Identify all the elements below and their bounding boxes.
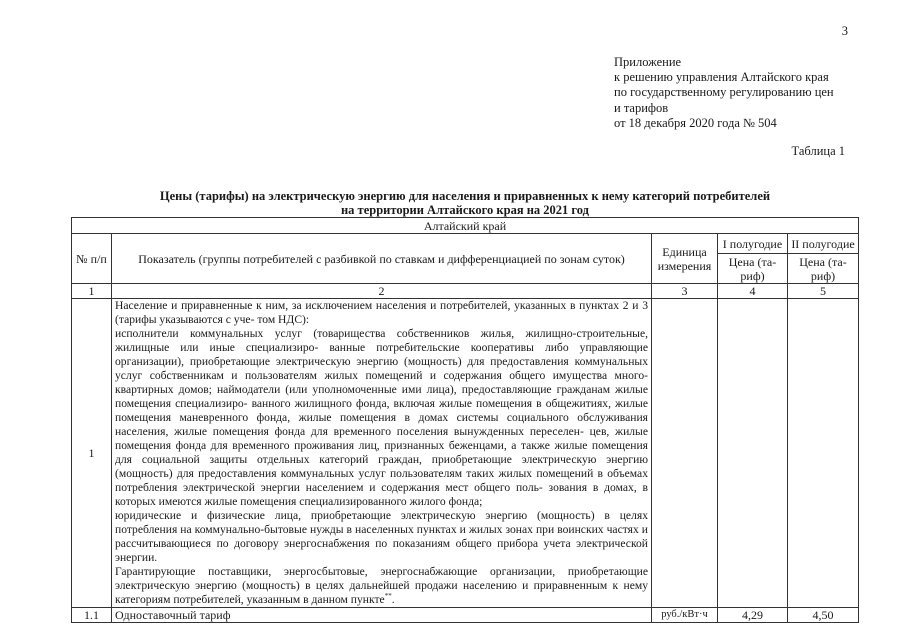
document-title (72, 189, 858, 217)
table-label: Таблица 1 (791, 144, 845, 158)
appendix-line: по государственному регулированию цен (614, 85, 834, 100)
description-paragraph: Население и приравненные к ним, за исключением населения и потребителей, указанных в пунктах 2 и 3 (тарифы указываются с уче- том НДС): (115, 299, 648, 326)
appendix-line: к решению управления Алтайского края (614, 70, 829, 85)
description-paragraph: юридические и физические лица, приобретающие электрическую энергию (мощность) в целях потребления на коммунально-бытовые нужды в населенных пунктах и жилых зонах при воинских частях и рассчитывающиеся по договору энергоснабжения по показаниям общего прибора учета электрической энергии. (115, 509, 648, 564)
header-indicator: Показатель (группы потребителей с разбивкой по ставкам и дифференциацией по зонам суток) (112, 234, 652, 284)
appendix-line: от 18 декабря 2020 года № 504 (614, 115, 777, 130)
appendix-line: Приложение (614, 55, 682, 69)
row-price-h1: 4,29 (718, 608, 788, 623)
title-line-2: на территории Алтайского края на 2021 год (340, 203, 589, 217)
description-text: Гарантирующие поставщики, энергосбытовые, энергоснабжающие организации, приобретающие электрическую энергию (мощность) в целях дальнейшей продажи населению и приравненным к нему категориям потребителей, указанным в данном пункте (115, 565, 648, 606)
description-paragraph (115, 565, 648, 607)
header-half-2: II полугодие (788, 234, 859, 254)
row-description (112, 299, 652, 608)
column-number: 1 (72, 284, 112, 299)
row-number: 1.1 (72, 608, 112, 623)
empty-cell (788, 299, 859, 608)
footnote-tail: . (391, 593, 395, 606)
row-price-h2: 4,50 (788, 608, 859, 623)
region-cell: Алтайский край (72, 218, 859, 234)
row-number: 1 (72, 299, 112, 608)
empty-cell (718, 299, 788, 608)
row-unit: руб./кВт·ч (652, 608, 718, 623)
header-price-1: Цена (та- риф) (718, 254, 788, 284)
appendix-line: и тарифов (614, 100, 669, 115)
tariff-table (71, 217, 859, 623)
header-unit: Единица измерения (652, 234, 718, 284)
empty-cell (652, 299, 718, 608)
table-row (72, 608, 859, 623)
description-paragraph: исполнители коммунальных услуг (товарищества собственников жилья, жилищно-строительные, жилищные или иные специализиро- ванные потребительские кооперативы либо управляющие организации), приобретающие электрическую энергию (мощность) для предоставления коммунальных услуг собственникам и пользователям жилых помещений и содержания общего имущества много- квартирных домов; наймодатели (или уполномоченные ими лица), предоставляющие гражданам жилые помещения специализиро- ванного жилищного фонда, включая жилые помещения в общежитиях, жилые помещения маневренного фонда, жилые помещения в домах системы социального обслуживания населения, жилые помещения фонда для временного поселения вынужденных переселен- цев, жилые помещения фонда для временного проживания лиц, признанных беженцами, а также жилые помещения для социальной защиты отдельных категорий граждан, приобретающие электрическую энергию (мощность) для предоставления коммунальных услуг пользователям таких жилых помещений в объемах потребления электрической энергии населением и содержания мест общего поль- зования в домах, в которых имеются жилые помещения специализированного жилого фонда; (115, 327, 648, 508)
column-number: 2 (112, 284, 652, 299)
header-price-2: Цена (та- риф) (788, 254, 859, 284)
footnote-mark: ** (384, 592, 392, 601)
row-indicator: Одноставочный тариф (112, 608, 652, 623)
table-row (72, 299, 859, 608)
header-half-1: I полугодие (718, 234, 788, 254)
appendix-block (614, 55, 834, 131)
title-line-1: Цены (тарифы) на электрическую энергию для населения и приравненных к нему категорий потребителей (159, 189, 771, 203)
column-number: 4 (718, 284, 788, 299)
column-number: 5 (788, 284, 859, 299)
header-num: № п/п (72, 234, 112, 284)
page-number: 3 (841, 24, 848, 38)
column-number: 3 (652, 284, 718, 299)
